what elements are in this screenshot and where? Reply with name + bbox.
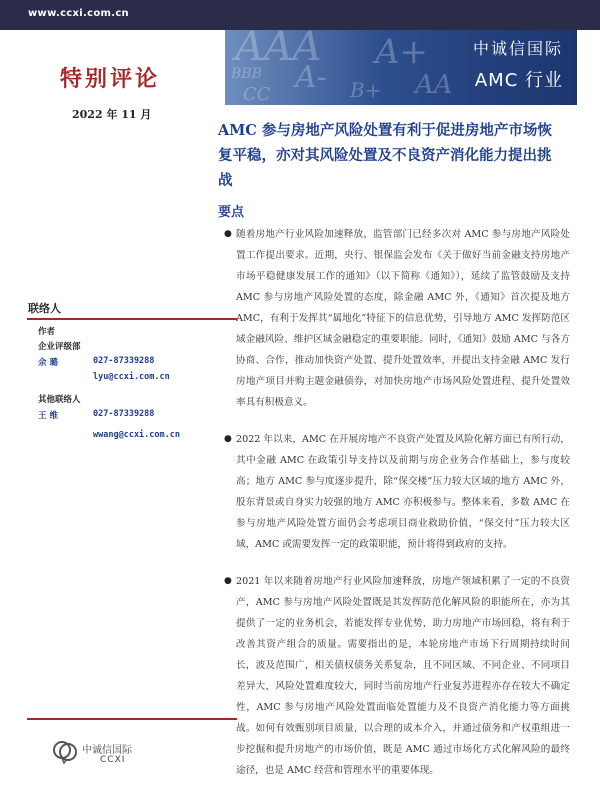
bullet-icon: ● — [224, 434, 232, 444]
bullet-icon: ● — [224, 576, 232, 586]
list-item — [224, 224, 570, 413]
banner-sector: AMC 行业 — [474, 70, 563, 91]
author-name: 余 璐 — [38, 358, 58, 368]
doc-type-label: 特别评论 — [60, 66, 161, 92]
author-label: 作者 — [38, 327, 56, 337]
other-contact-phone: 027-87339288 — [93, 409, 155, 419]
divider — [27, 718, 237, 720]
site-url[interactable]: www.ccxi.com.cn — [28, 8, 129, 19]
bullet-icon: ● — [224, 229, 232, 239]
header-banner — [225, 30, 577, 105]
doc-title: AMC 参与房地产风险处置有利于促进房地产市场恢复平稳，亦对其风险处置及不良资产消化能力提出挑战 — [218, 122, 552, 189]
dept-label: 企业评级部 — [38, 342, 81, 352]
banner-brand: 中诚信国际 — [472, 39, 563, 58]
banner-watermark: CC — [243, 84, 271, 105]
top-bar — [0, 0, 600, 30]
key-points-header: 要点 — [218, 205, 245, 220]
doc-date: 2022 年 11 月 — [72, 108, 152, 121]
bullet-text: 2022 年以来，AMC 在开展房地产不良资产处置及风险化解方面已有所行动，其中金融 AMC 在政策引导支持以及前期与房企业务合作基础上，参与度较高；地方 AMC 参与度逐步提升，除“保交楼”压力较大区域的地方 AMC 外，股东背景或自身实力较强的地方 AMC 亦积极参与。整体来看，多数 AMC 在参与房地产风险处置方面仍会考虑项目商业救助价值，“保交付”压力较大区域，AMC 或需要发挥一定的政策职能，预计将得到政府的支持。 — [236, 434, 570, 550]
key-points-list — [224, 224, 570, 797]
list-item — [224, 429, 570, 555]
contacts-header: 联络人 — [28, 302, 61, 315]
banner-watermark: A+ — [375, 32, 429, 72]
banner-watermark: BBB — [231, 66, 262, 82]
author-phone: 027-87339288 — [93, 356, 155, 366]
bullet-text: 2021 年以来随着房地产行业风险加速释放，房地产领域积累了一定的不良资产，AMC 参与房地产风险处置既是其发挥防范化解风险的职能所在，亦为其提供了一定的业务机会，若能发挥专业优势，助力房地产市场回稳，将有利于改善其资产组合的质量。需要指出的是，本轮房地产市场下行周期持续时间长，波及范围广，相关债权债务关系复杂，且不同区域、不同企业、不同项目差异大，风险处置难度较大，同时当前房地产行业复苏进程亦存在较大不确定性，AMC 参与房地产风险处置面临处置能力及不良资产消化能力等方面挑战。如何有效甄别项目质量，以合理的成本介入，并通过债务和产权重组进一步挖掘和提升房地产的市场价值，既是 AMC 通过市场化方式化解风险的最终途径，也是 AMC 经营和管理水平的重要体现。 — [236, 576, 570, 776]
other-contact-label: 其他联络人 — [38, 395, 81, 405]
ccxi-logo — [52, 735, 192, 775]
logo-cn: 中诚信国际 — [82, 745, 132, 756]
banner-watermark: B+ — [350, 78, 382, 102]
banner-watermark: AAA — [235, 30, 322, 70]
other-contact-email[interactable]: wwang@ccxi.com.cn — [93, 430, 180, 440]
list-item — [224, 571, 570, 781]
author-email[interactable]: lyu@ccxi.com.cn — [93, 372, 170, 382]
other-contact-name: 王 维 — [38, 411, 58, 421]
logo-en: CCXI — [100, 755, 126, 765]
divider — [27, 318, 237, 320]
banner-watermark: AA — [415, 70, 453, 100]
ccxi-logo-icon — [52, 738, 78, 764]
bullet-text: 随着房地产行业风险加速释放，监管部门已经多次对 AMC 参与房地产风险处置工作提出要求。近期，央行、银保监会发布《关于做好当前金融支持房地产市场平稳健康发展工作的通知》（以下简称《通知》），延续了监管鼓励及支持 AMC 参与房地产风险处置的态度，除金融 AMC 外，《通知》首次提及地方 AMC，有利于发挥其“属地化”特征下的信息优势，引导地方 AMC 发挥防范区域金融风险、维护区域金融稳定的重要职能。同时，《通知》鼓励 AMC 与各方协商、合作，推动加快资产处置、提升处置效率，并提出支持金融 AMC 发行房地产项目并购主题金融债券，对加快房地产市场风险处置进程、提升处置效率具有积极意义。 — [236, 229, 570, 408]
banner-watermark: A- — [295, 60, 327, 95]
